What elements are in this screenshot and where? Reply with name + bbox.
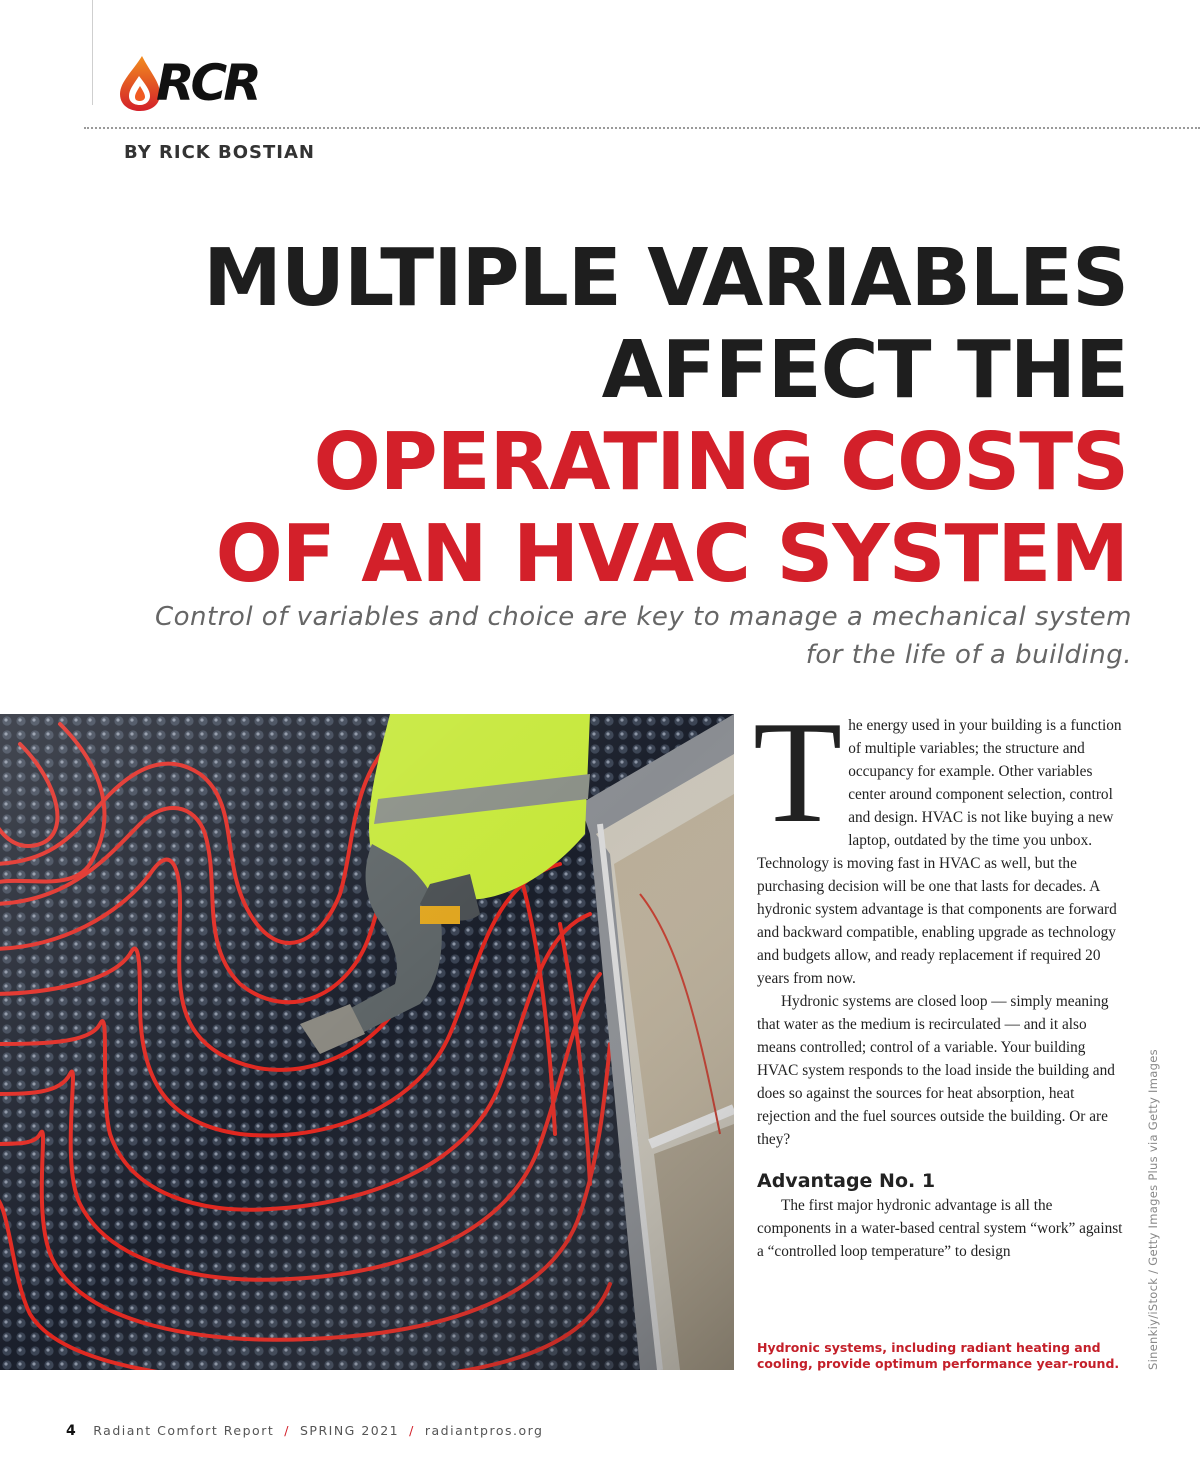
headline-line-2: AFFECT THE <box>601 324 1128 416</box>
body-paragraph-1: he energy used in your building is a function of multiple variables; the structure and occupancy for example. Other variables center around component selection, control and design. HVAC is not like buying a new laptop, outdated by the time you unbox. Technology is moving fast in HVAC as well, but the purchasing decision will be one that lasts for decades. A hydronic system advantage is that components are forward and backward compatible, enabling upgrade as technology and budgets allow, and ready replacement if required 20 years from now. <box>757 717 1122 987</box>
top-rule-vertical <box>92 0 93 105</box>
body-paragraph-3: The first major hydronic advantage is all the components in a water-based central system “work” against a “controlled loop temperature” to design <box>757 1197 1123 1260</box>
rcr-logo <box>118 54 258 112</box>
header-dotted-divider <box>84 127 1200 129</box>
radiant-floor-photo <box>0 714 734 1370</box>
article-body <box>753 691 1129 1263</box>
body-paragraph-2: Hydronic systems are closed loop — simply meaning that water as the medium is recirculated — and it also means controlled; control of a variable. Your building HVAC system responds to the load inside the building and does so against the sources for heat absorption, heat rejection and the fuel sources outside the building. Or are they? <box>757 993 1115 1148</box>
footer-separator-1: / <box>284 1423 290 1438</box>
byline: BY RICK BOSTIAN <box>124 142 315 163</box>
radiant-floor-illustration <box>0 714 734 1370</box>
article-headline <box>128 232 1128 600</box>
headline-line-4: OF AN HVAC SYSTEM <box>215 508 1128 600</box>
footer-separator-2: / <box>409 1423 415 1438</box>
footer-website[interactable]: radiantpros.org <box>424 1423 544 1438</box>
headline-line-1: MULTIPLE VARIABLES <box>203 232 1128 324</box>
footer-issue: SPRING 2021 <box>299 1423 400 1438</box>
headline-line-3: OPERATING COSTS <box>313 416 1128 508</box>
page-footer <box>66 1423 543 1439</box>
drop-cap: T <box>753 691 843 853</box>
footer-publication: Radiant Comfort Report <box>93 1423 275 1438</box>
section-subhead: Advantage No. 1 <box>757 1170 936 1192</box>
photo-credit: Sinenkiy/iStock / Getty Images Plus via Getty Images <box>1146 1049 1160 1370</box>
page-number: 4 <box>66 1423 78 1439</box>
logo-wordmark: RCR <box>156 54 258 112</box>
article-deck: Control of variables and choice are key to manage a mechanical system for the life of a building. <box>154 602 1132 670</box>
photo-caption: Hydronic systems, including radiant heating and cooling, provide optimum performance year-round. <box>757 1340 1120 1371</box>
